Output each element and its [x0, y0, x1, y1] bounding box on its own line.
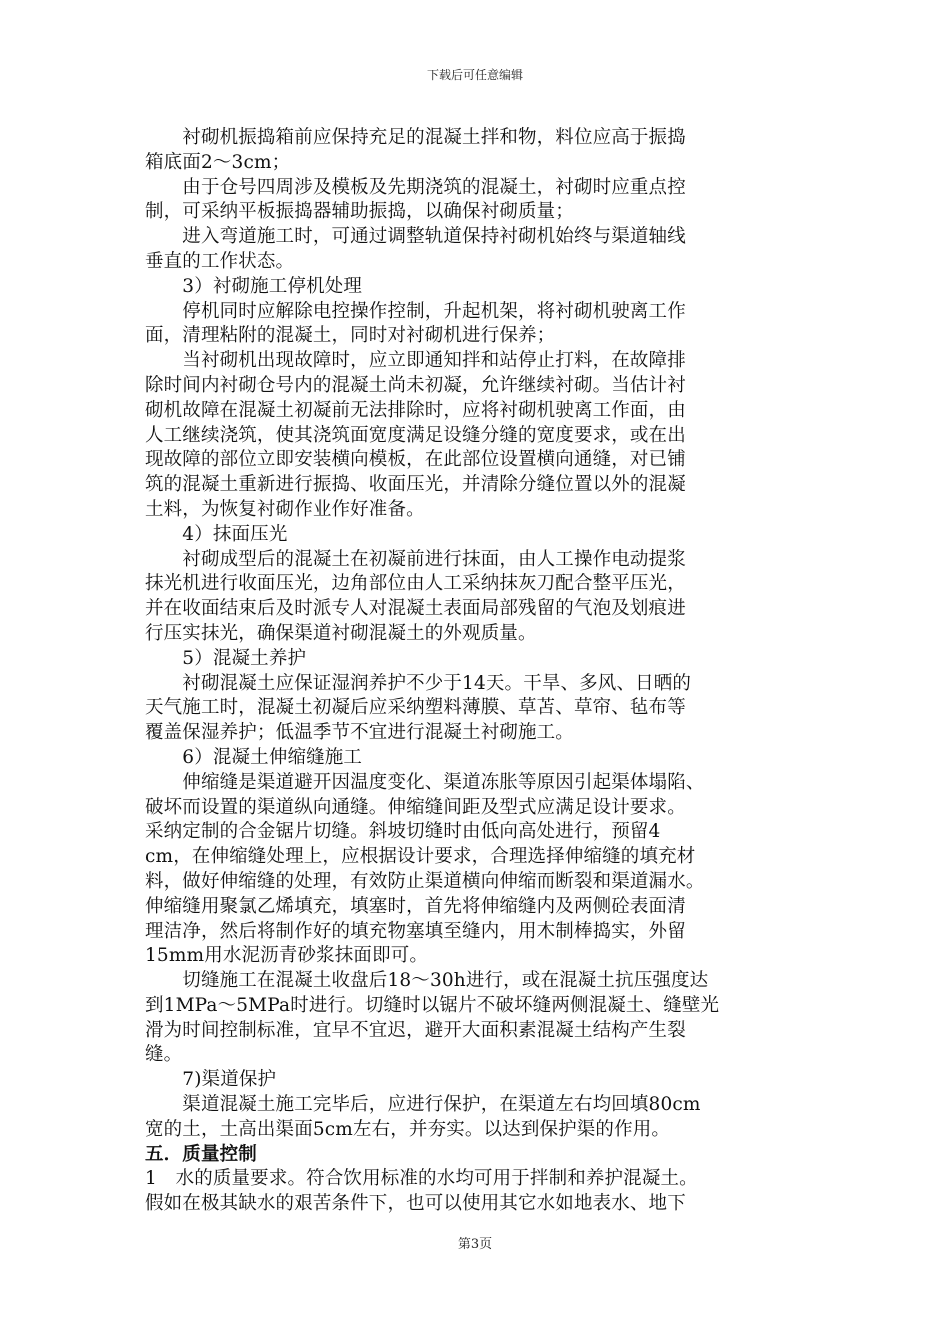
text-line: 衬砌混凝土应保证湿润养护不少于14天。干旱、多风、日晒的 — [145, 672, 692, 694]
text-line: 7)渠道保护 — [145, 1069, 277, 1091]
text-line: 1 水的质量要求。符合饮用标准的水均可用于拌制和养护混凝土。 — [145, 1168, 698, 1190]
text-line: 并在收面结束后及时派专人对混凝土表面局部残留的气泡及划痕进 — [145, 598, 686, 620]
text-line: 砌机故障在混凝土初凝前无法排除时，应将衬砌机驶离工作面，由 — [145, 399, 686, 421]
text-line: 15mm用水泥沥青砂浆抹面即可。 — [145, 945, 429, 967]
text-line: 土料，为恢复衬砌作业作好准备。 — [145, 498, 425, 520]
text-line: 理洁净，然后将制作好的填充物塞填至缝内，用木制棒捣实，外留 — [145, 920, 686, 942]
page-header: 下载后可任意编辑 — [426, 68, 523, 82]
document-body — [145, 126, 805, 1217]
text-line: 当衬砌机出现故障时，应立即通知拌和站停止打料，在故障排 — [145, 350, 686, 372]
text-line: 垂直的工作状态。 — [145, 250, 295, 272]
text-line: 3）衬砌施工停机处理 — [145, 275, 363, 297]
text-line: 料，做好伸缩缝的处理，有效防止渠道横向伸缩而断裂和渠道漏水。 — [145, 870, 705, 892]
text-line: 破坏而设置的渠道纵向通缝。伸缩缝间距及型式应满足设计要求。 — [145, 796, 686, 818]
text-line: 箱底面2～3cm； — [145, 151, 291, 173]
text-line: cm，在伸缩缝处理上，应根据设计要求，合理选择伸缩缝的填充材 — [145, 846, 696, 868]
text-line: 抹光机进行收面压光，边角部位由人工采纳抹灰刀配合整平压光， — [145, 573, 686, 595]
text-line: 伸缩缝是渠道避开因温度变化、渠道冻胀等原因引起渠体塌陷、 — [145, 771, 705, 793]
text-line: 缝。 — [145, 1044, 183, 1066]
text-line: 假如在极其缺水的艰苦条件下，也可以使用其它水如地表水、地下 — [145, 1193, 686, 1215]
text-line: 筑的混凝土重新进行振捣、收面压光，并清除分缝位置以外的混凝 — [145, 474, 686, 496]
text-line: 到1MPa～5MPa时进行。切缝时以锯片不破坏缝两侧混凝土、缝壁光 — [145, 994, 720, 1016]
text-line: 由于仓号四周涉及模板及先期浇筑的混凝土，衬砌时应重点控 — [145, 176, 686, 198]
text-line: 5）混凝土养护 — [145, 647, 307, 669]
text-line: 渠道混凝土施工完毕后，应进行保护，在渠道左右均回填80cm — [145, 1094, 701, 1116]
text-line: 4）抹面压光 — [145, 523, 288, 545]
text-line: 人工继续浇筑，使其浇筑面宽度满足设缝分缝的宽度要求，或在出 — [145, 424, 686, 446]
section-heading: 五．质量控制 — [145, 1143, 257, 1165]
text-line: 采纳定制的合金锯片切缝。斜坡切缝时由低向高处进行，预留4 — [145, 821, 661, 843]
text-line: 6）混凝土伸缩缝施工 — [145, 746, 363, 768]
text-line: 宽的土，土高出渠面5cm左右，并夯实。以达到保护渠的作用。 — [145, 1118, 671, 1140]
page-number: 第3页 — [457, 1237, 493, 1252]
text-line: 伸缩缝用聚氯乙烯填充，填塞时，首先将伸缩缝内及两侧砼表面清 — [145, 895, 686, 917]
text-line: 天气施工时，混凝土初凝后应采纳塑料薄膜、草苫、草帘、毡布等 — [145, 697, 686, 719]
text-line: 停机同时应解除电控操作控制，升起机架，将衬砌机驶离工作 — [145, 300, 686, 322]
text-line: 制，可采纳平板振捣器辅助振捣，以确保衬砌质量； — [145, 201, 574, 223]
text-line: 切缝施工在混凝土收盘后18～30h进行，或在混凝土抗压强度达 — [145, 970, 709, 992]
text-line: 除时间内衬砌仓号内的混凝土尚未初凝，允许继续衬砌。当估计衬 — [145, 374, 686, 396]
text-line: 衬砌成型后的混凝土在初凝前进行抹面，由人工操作电动提浆 — [145, 548, 686, 570]
text-line: 进入弯道施工时，可通过调整轨道保持衬砌机始终与渠道轴线 — [145, 226, 686, 248]
text-line: 覆盖保湿养护；低温季节不宜进行混凝土衬砌施工。 — [145, 722, 574, 744]
text-line: 现故障的部位立即安装横向模板，在此部位设置横向通缝，对已铺 — [145, 449, 686, 471]
text-line: 面，清理粘附的混凝土，同时对衬砌机进行保养； — [145, 325, 556, 347]
text-line: 行压实抹光，确保渠道衬砌混凝土的外观质量。 — [145, 622, 537, 644]
text-line: 衬砌机振捣箱前应保持充足的混凝土拌和物，料位应高于振捣 — [145, 127, 686, 148]
text-line: 滑为时间控制标准，宜早不宜迟，避开大面积素混凝土结构产生裂 — [145, 1019, 686, 1041]
